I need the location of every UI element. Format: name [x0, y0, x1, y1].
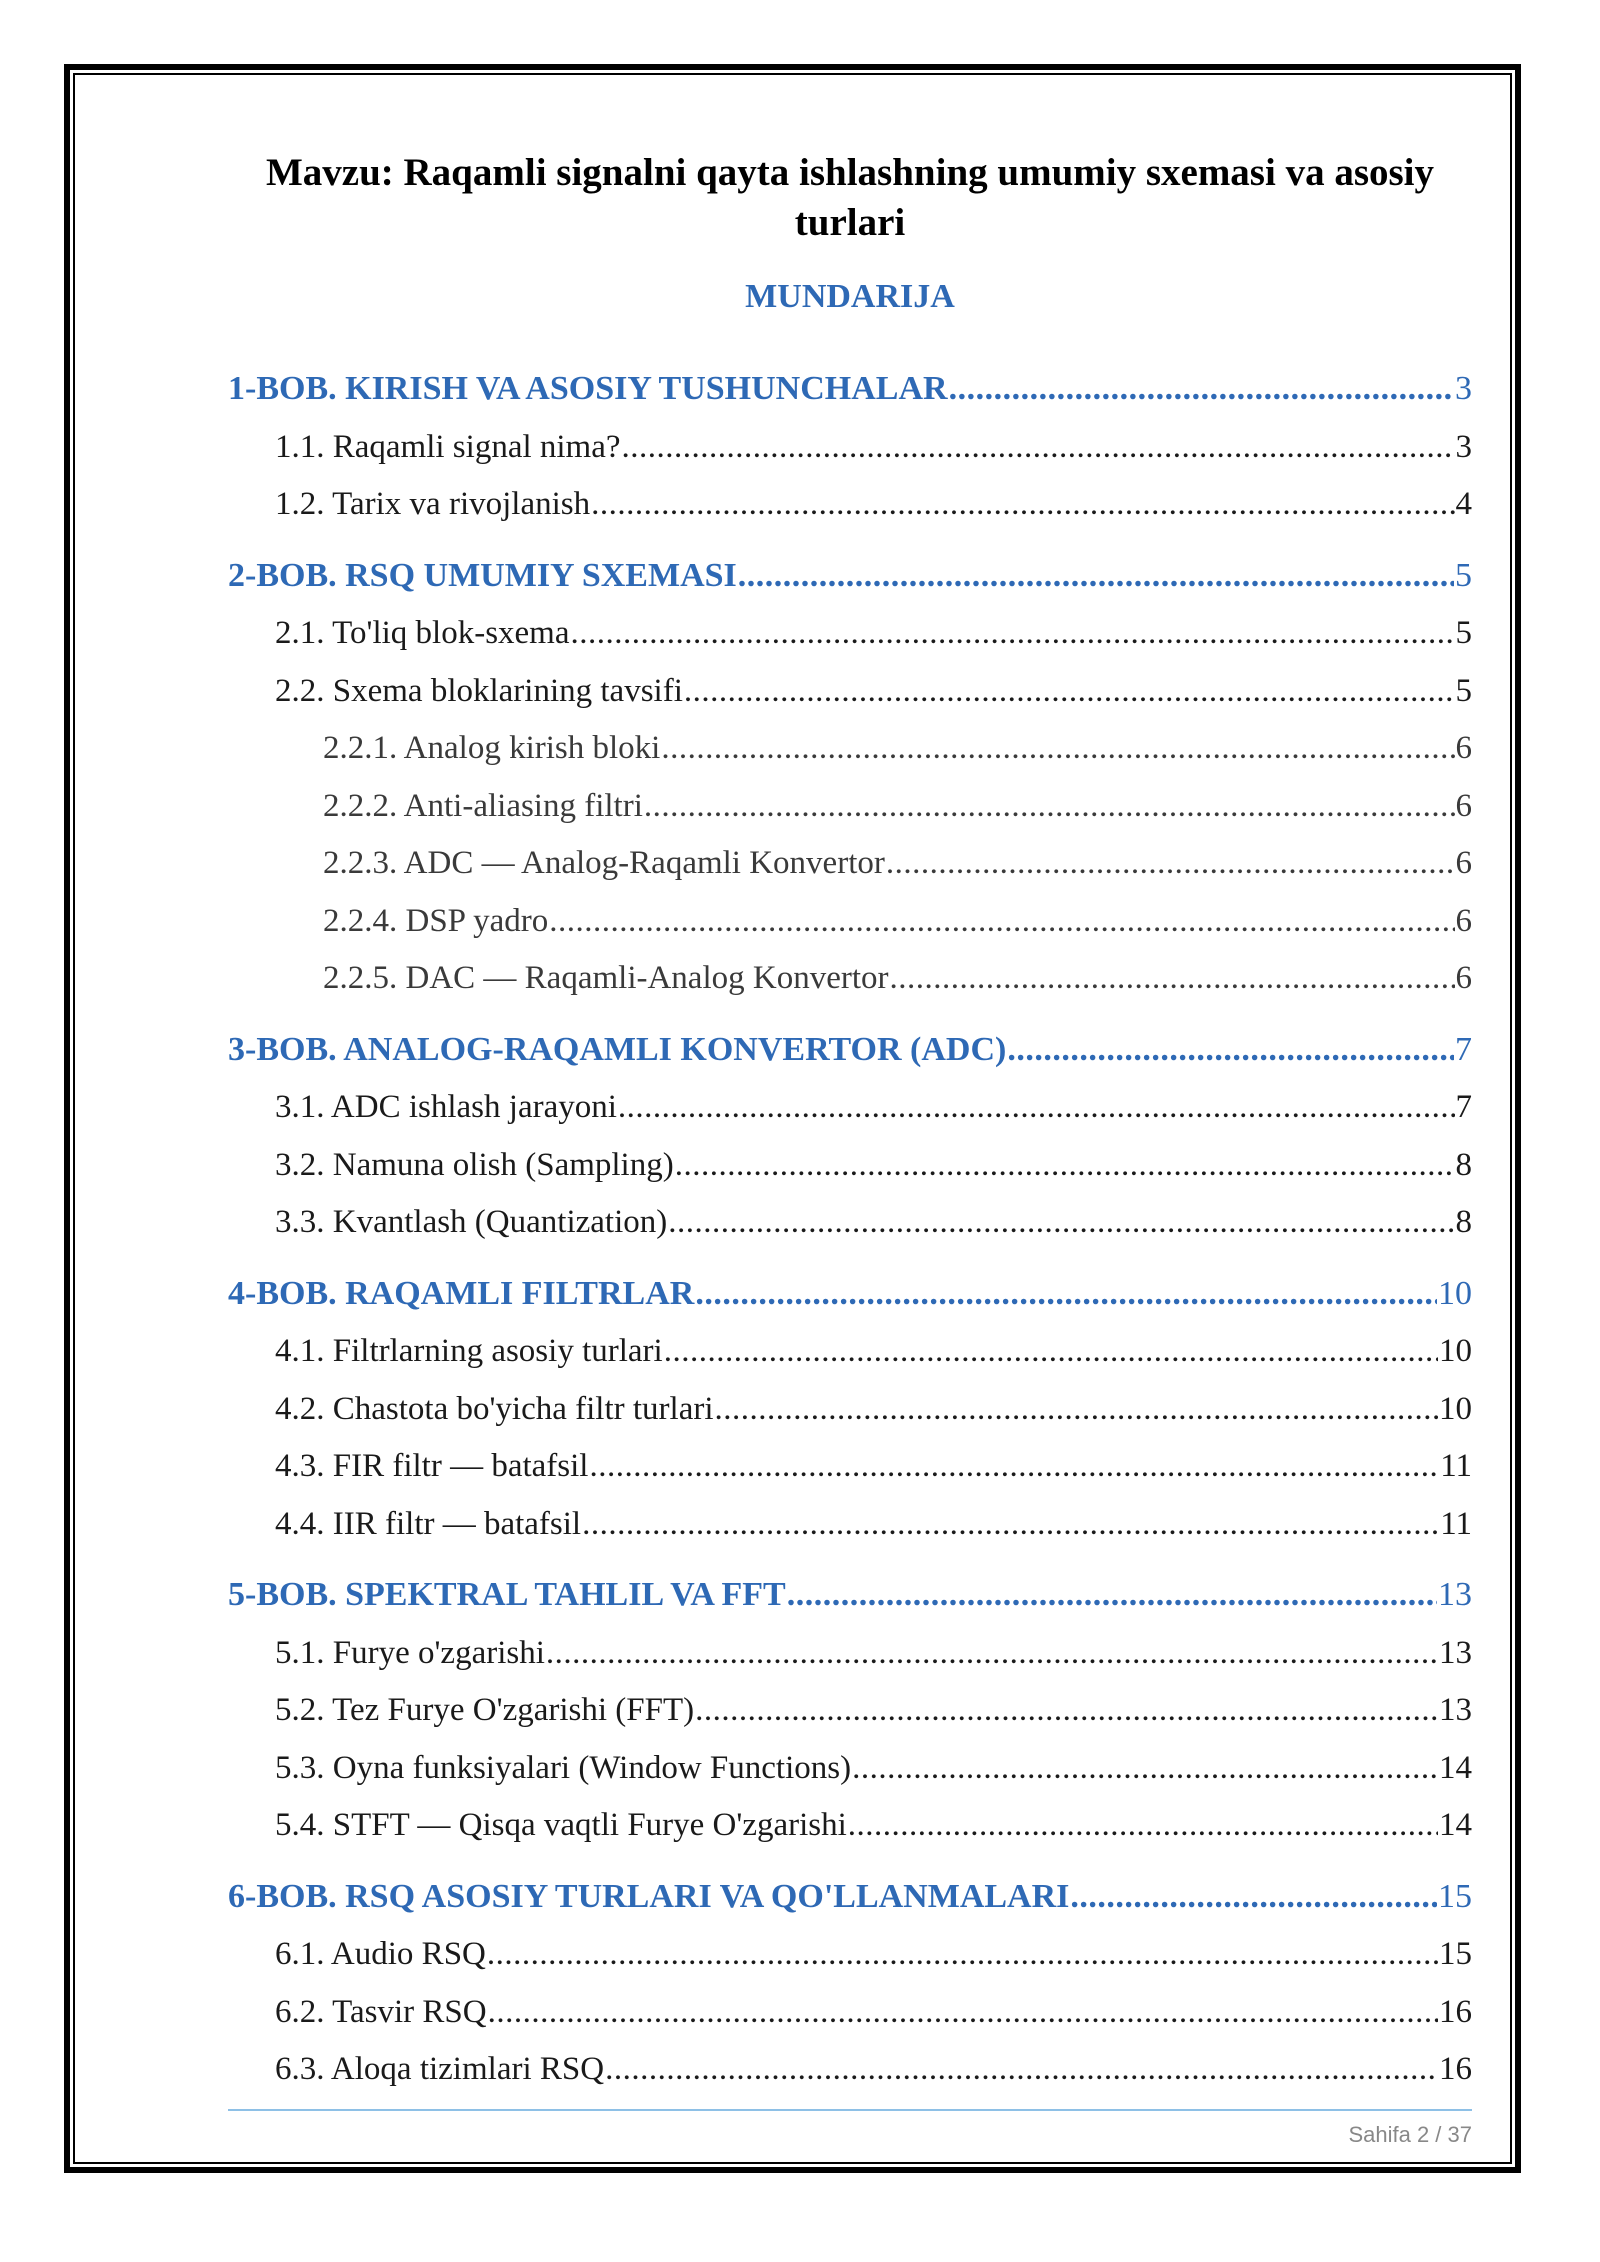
toc-page-number: 10: [1439, 1333, 1472, 1369]
toc-section-entry[interactable]: [275, 1502, 1472, 1546]
toc-dot-leader: [668, 1200, 1454, 1244]
toc-entry-title: 6.2. Tasvir RSQ: [275, 1994, 487, 2030]
toc-entry-title: 5.1. Furye o'zgarishi: [275, 1635, 545, 1671]
toc-dot-leader: [488, 1990, 1438, 2034]
toc-page-number: 15: [1439, 1936, 1472, 1972]
toc-entry-title: 2.2.4. DSP yadro: [323, 903, 549, 939]
toc-page-number: 5: [1455, 557, 1472, 594]
toc-dot-leader: [695, 1272, 1437, 1316]
toc-chapter-entry[interactable]: [228, 1272, 1472, 1316]
toc-dot-leader: [848, 1803, 1438, 1847]
toc-entry-title: 3.3. Kvantlash (Quantization): [275, 1204, 668, 1240]
toc-page-number: 11: [1440, 1506, 1472, 1542]
toc-dot-leader: [949, 367, 1454, 411]
toc-entry-title: 2.2.3. ADC — Analog-Raqamli Konvertor: [323, 845, 885, 881]
toc-section-entry[interactable]: [275, 1143, 1472, 1187]
toc-section-entry[interactable]: [275, 1444, 1472, 1488]
toc-chapter-entry[interactable]: [228, 1573, 1472, 1617]
toc-page-number: 7: [1455, 1031, 1472, 1068]
toc-page-number: 7: [1455, 1089, 1472, 1125]
toc-chapter-entry[interactable]: [228, 1028, 1472, 1072]
toc-subsection-entry[interactable]: [323, 899, 1472, 943]
toc-entry-title: 6.3. Aloqa tizimlari RSQ: [275, 2051, 605, 2087]
toc-dot-leader: [890, 956, 1455, 1000]
toc-page-number: 8: [1455, 1204, 1472, 1240]
toc-dot-leader: [715, 1387, 1438, 1431]
toc-page-number: 13: [1439, 1692, 1472, 1728]
toc-entry-title: 4.1. Filtrlarning asosiy turlari: [275, 1333, 663, 1369]
toc-page-number: 6: [1455, 730, 1472, 766]
toc-page-number: 6: [1455, 960, 1472, 996]
toc-dot-leader: [695, 1688, 1438, 1732]
toc-section-entry[interactable]: [275, 482, 1472, 526]
page-footer: Sahifa 2 / 37: [1348, 2122, 1472, 2147]
toc-page-number: 6: [1455, 845, 1472, 881]
toc-page-number: 10: [1439, 1391, 1472, 1427]
toc-section-entry[interactable]: [275, 1387, 1472, 1431]
toc-page-number: 11: [1440, 1448, 1472, 1484]
toc-entry-title: 6-BOB. RSQ ASOSIY TURLARI VA QO'LLANMALARI: [228, 1878, 1070, 1915]
toc-page-number: 6: [1455, 788, 1472, 824]
toc-dot-leader: [886, 841, 1455, 885]
toc-entry-title: 2.2.5. DAC — Raqamli-Analog Konvertor: [323, 960, 889, 996]
toc-page-number: 3: [1455, 370, 1472, 407]
toc-page-number: 3: [1455, 429, 1472, 465]
toc-dot-leader: [618, 1085, 1455, 1129]
toc-dot-leader: [582, 1502, 1439, 1546]
toc-entry-title: 1.2. Tarix va rivojlanish: [275, 486, 591, 522]
toc-entry-title: 2.2.2. Anti-aliasing filtri: [323, 788, 643, 824]
toc-entry-title: 1-BOB. KIRISH VA ASOSIY TUSHUNCHALAR: [228, 370, 948, 407]
toc-page-number: 5: [1455, 615, 1472, 651]
toc-dot-leader: [644, 784, 1455, 828]
toc-section-entry[interactable]: [275, 1085, 1472, 1129]
toc-page-number: 13: [1439, 1635, 1472, 1671]
toc-dot-leader: [787, 1573, 1437, 1617]
document-title: Mavzu: Raqamli signalni qayta ishlashning umumiy sxemasi va asosiy turlari: [265, 151, 1435, 244]
toc-section-entry[interactable]: [275, 1329, 1472, 1373]
toc-section-entry[interactable]: [275, 1932, 1472, 1976]
toc-page-number: 14: [1439, 1807, 1472, 1843]
toc-page-number: 16: [1439, 2051, 1472, 2087]
toc-dot-leader: [589, 1444, 1439, 1488]
toc-section-entry[interactable]: [275, 1631, 1472, 1675]
toc-subsection-entry[interactable]: [323, 784, 1472, 828]
toc-page-number: 13: [1438, 1576, 1472, 1613]
toc-section-entry[interactable]: [275, 1688, 1472, 1732]
toc-dot-leader: [605, 2047, 1438, 2091]
toc-section-entry[interactable]: [275, 1746, 1472, 1790]
toc-heading: MUNDARIJA: [745, 278, 955, 315]
toc-section-entry[interactable]: [275, 1803, 1472, 1847]
toc-entry-title: 3.2. Namuna olish (Sampling): [275, 1147, 674, 1183]
toc-page-number: 15: [1438, 1878, 1472, 1915]
toc-entry-title: 4.4. IIR filtr — batafsil: [275, 1506, 582, 1542]
toc-dot-leader: [664, 1329, 1438, 1373]
toc-entry-title: 2.2. Sxema bloklarining tavsifi: [275, 673, 683, 709]
toc-chapter-entry[interactable]: [228, 1875, 1472, 1919]
toc-entry-title: 5.3. Oyna funksiyalari (Window Functions): [275, 1750, 852, 1786]
toc-page-number: 10: [1438, 1275, 1472, 1312]
toc-entry-title: 2.1. To'liq blok-sxema: [275, 615, 570, 651]
toc-section-entry[interactable]: [275, 611, 1472, 655]
toc-page-number: 16: [1439, 1994, 1472, 2030]
toc-dot-leader: [675, 1143, 1455, 1187]
toc-dot-leader: [684, 669, 1455, 713]
toc-entry-title: 4.3. FIR filtr — batafsil: [275, 1448, 589, 1484]
toc-subsection-entry[interactable]: [323, 841, 1472, 885]
toc-entry-title: 2-BOB. RSQ UMUMIY SXEMASI: [228, 557, 737, 594]
toc-dot-leader: [738, 554, 1454, 598]
toc-entry-title: 3-BOB. ANALOG-RAQAMLI KONVERTOR (ADC): [228, 1031, 1007, 1068]
toc-section-entry[interactable]: [275, 1200, 1472, 1244]
toc-entry-title: 4-BOB. RAQAMLI FILTRLAR: [228, 1275, 695, 1312]
toc-subsection-entry[interactable]: [323, 726, 1472, 770]
toc-section-entry[interactable]: [275, 425, 1472, 469]
toc-dot-leader: [546, 1631, 1438, 1675]
toc-dot-leader: [661, 726, 1454, 770]
toc-page-number: 5: [1455, 673, 1472, 709]
toc-entry-title: 3.1. ADC ishlash jarayoni: [275, 1089, 617, 1125]
toc-chapter-entry[interactable]: [228, 554, 1472, 598]
toc-dot-leader: [571, 611, 1455, 655]
toc-entry-title: 4.2. Chastota bo'yicha filtr turlari: [275, 1391, 714, 1427]
toc-dot-leader: [622, 425, 1455, 469]
toc-page-number: 6: [1455, 903, 1472, 939]
toc-entry-title: 1.1. Raqamli signal nima?: [275, 429, 621, 465]
toc-section-entry[interactable]: [275, 1990, 1472, 2034]
toc-page-number: 14: [1439, 1750, 1472, 1786]
toc-dot-leader: [487, 1932, 1438, 1976]
toc-subsection-entry[interactable]: [323, 956, 1472, 1000]
toc-dot-leader: [1070, 1875, 1437, 1919]
toc-chapter-entry[interactable]: [228, 367, 1472, 411]
toc-dot-leader: [852, 1746, 1438, 1790]
toc-page-number: 8: [1455, 1147, 1472, 1183]
toc-section-entry[interactable]: [275, 2047, 1472, 2091]
toc-entry-title: 5-BOB. SPEKTRAL TAHLIL VA FFT: [228, 1576, 786, 1613]
toc-entry-title: 5.4. STFT — Qisqa vaqtli Furye O'zgarishi: [275, 1807, 847, 1843]
toc-entry-title: 6.1. Audio RSQ: [275, 1936, 486, 1972]
toc-dot-leader: [1007, 1028, 1454, 1072]
toc-section-entry[interactable]: [275, 669, 1472, 713]
toc-entry-title: 2.2.1. Analog kirish bloki: [323, 730, 661, 766]
toc-dot-leader: [549, 899, 1454, 943]
footer-rule: [228, 2109, 1472, 2111]
toc-page-number: 4: [1455, 486, 1472, 522]
toc-dot-leader: [591, 482, 1454, 526]
toc-entry-title: 5.2. Tez Furye O'zgarishi (FFT): [275, 1692, 695, 1728]
